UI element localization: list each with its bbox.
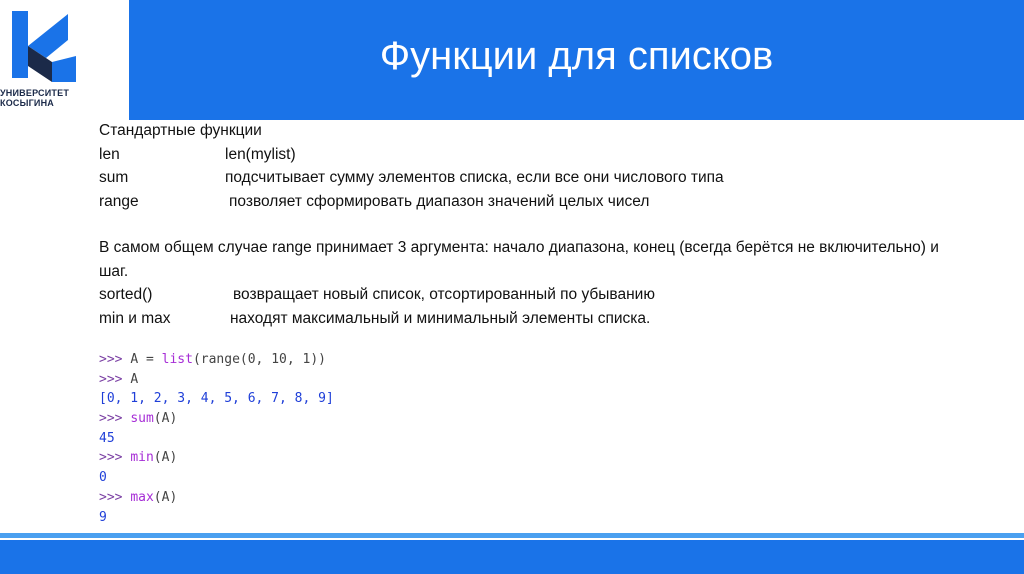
- code-keyword: list: [161, 352, 193, 367]
- code-line: [99, 350, 334, 370]
- code-output: 9: [99, 509, 107, 525]
- function-row-sum: [99, 166, 979, 190]
- code-prompt: >>>: [99, 371, 131, 387]
- code-output: 0: [99, 470, 107, 486]
- range-note: В самом общем случае range принимает 3 аргумента: начало диапазона, конец (всегда берётся не включительно) и шаг.: [99, 239, 939, 280]
- function-desc: возвращает новый список, отсортированный по убыванию: [233, 286, 655, 303]
- code-prompt: >>>: [99, 489, 131, 505]
- code-text: A =: [130, 352, 162, 367]
- intro-text: [99, 119, 979, 143]
- code-prompt: >>>: [99, 411, 131, 427]
- function-name: len: [99, 145, 120, 163]
- logo-caption: [0, 88, 128, 108]
- header-bar: [129, 0, 1024, 120]
- footer-bar: [0, 540, 1024, 574]
- page-title: Функции для списков: [379, 34, 774, 78]
- logo-line-2: КОСЫГИНА: [0, 98, 54, 108]
- code-text: A: [130, 371, 139, 387]
- function-name: sorted(): [99, 286, 153, 303]
- code-prompt: >>>: [99, 352, 131, 367]
- code-line: [99, 448, 334, 468]
- code-text: (range(0, 10, 1)): [192, 352, 326, 367]
- intro-label: Стандартные функции: [99, 122, 262, 139]
- code-example: [99, 350, 334, 527]
- code-keyword: sum: [130, 411, 154, 427]
- footer-accent-line: [0, 533, 1024, 538]
- logo-line-1: УНИВЕРСИТЕТ: [0, 88, 70, 98]
- function-desc: позволяет сформировать диапазон значений целых чисел: [229, 192, 650, 210]
- function-row-sorted: [99, 283, 979, 307]
- code-text: (A): [153, 411, 178, 427]
- code-line: [99, 370, 334, 390]
- code-prompt: >>>: [99, 450, 131, 466]
- function-row-range: [99, 190, 979, 214]
- code-keyword: min: [130, 450, 154, 466]
- function-desc: len(mylist): [225, 145, 296, 163]
- code-output: [0, 1, 2, 3, 4, 5, 6, 7, 8, 9]: [99, 391, 334, 407]
- code-line: [99, 409, 334, 429]
- code-keyword: max: [130, 489, 154, 505]
- university-logo: [0, 0, 128, 120]
- function-row-minmax: [99, 307, 979, 331]
- function-desc: находят максимальный и минимальный элементы списка.: [230, 309, 651, 327]
- code-output: 45: [99, 430, 115, 446]
- university-logo-icon: [6, 6, 96, 86]
- function-name: min и max: [99, 309, 171, 327]
- code-text: (A): [153, 489, 178, 505]
- slide-content: [99, 119, 979, 330]
- function-row-len: [99, 143, 979, 167]
- function-name: sum: [99, 169, 129, 186]
- code-line: [99, 488, 334, 508]
- code-text: (A): [153, 450, 178, 466]
- function-name: range: [99, 192, 139, 210]
- function-desc: подсчитывает сумму элементов списка, если все они числового типа: [225, 169, 724, 186]
